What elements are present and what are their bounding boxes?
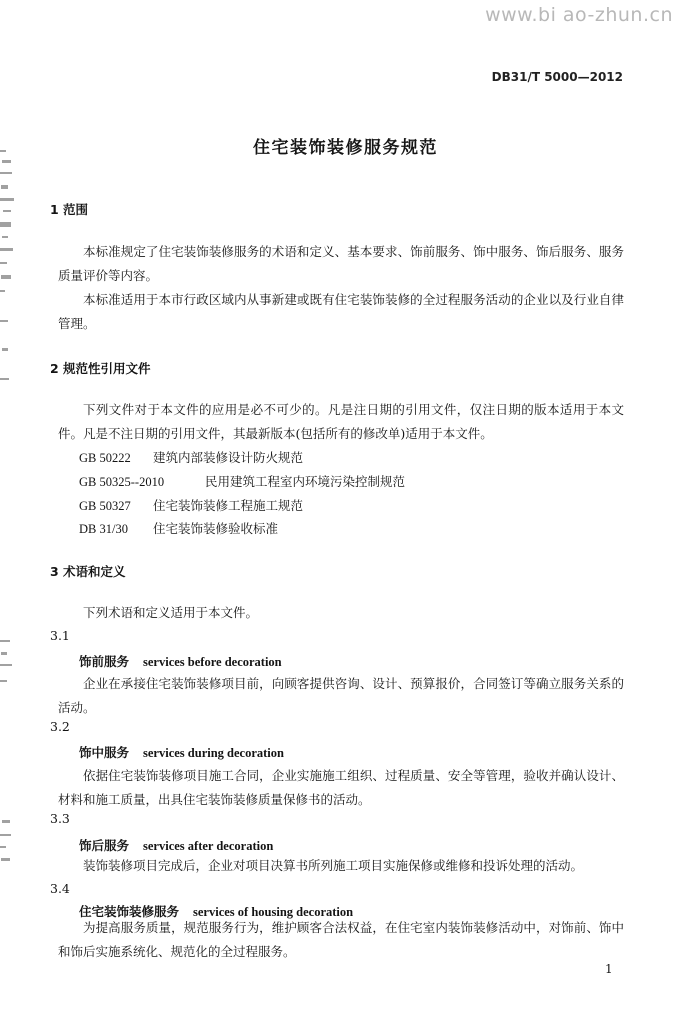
reference-code: GB 50222 bbox=[79, 451, 131, 465]
term-english: services of housing decoration bbox=[193, 905, 354, 919]
term-heading bbox=[79, 742, 284, 761]
reference-code: GB 50325--2010 bbox=[79, 475, 165, 489]
term-number: 3.3 bbox=[50, 811, 70, 826]
term-definition: 依据住宅装饰装修项目施工合同，企业实施施工组织、过程质量、安全等管理，验收并确认设计、材料和施工质量，出具住宅装饰装修质量保修书的活动。 bbox=[58, 768, 624, 807]
term-number: 3.2 bbox=[50, 719, 70, 734]
reference-code: DB 31/30 bbox=[79, 522, 128, 536]
term-heading bbox=[79, 651, 282, 670]
reference-item bbox=[79, 519, 278, 537]
reference-title: 住宅装饰装修验收标准 bbox=[152, 521, 278, 536]
paragraph: 本标准适用于本市行政区域内从事新建或既有住宅装饰装修的全过程服务活动的企业以及行业自律管理。 bbox=[58, 292, 624, 331]
section-heading-terms-definitions: 3 术语和定义 bbox=[50, 564, 126, 579]
section-heading-normative-references: 2 规范性引用文件 bbox=[50, 361, 151, 376]
term-heading bbox=[79, 835, 273, 854]
term-chinese: 饰后服务 bbox=[79, 838, 130, 853]
document-number: DB31/T 5000—2012 bbox=[491, 70, 623, 84]
section-heading-scope: 1 范围 bbox=[50, 202, 89, 217]
reference-item bbox=[79, 448, 303, 466]
term-definition: 企业在承接住宅装饰装修项目前，向顾客提供咨询、设计、预算报价，合同签订等确立服务关系的活动。 bbox=[58, 676, 624, 715]
paragraph: 本标准规定了住宅装饰装修服务的术语和定义、基本要求、饰前服务、饰中服务、饰后服务、服务质量评价等内容。 bbox=[58, 244, 624, 283]
term-english: services before decoration bbox=[143, 655, 282, 669]
paragraph: 下列术语和定义适用于本文件。 bbox=[83, 605, 259, 620]
reference-code: GB 50327 bbox=[79, 499, 131, 513]
watermark: www.bi ao-zhun.cn bbox=[485, 4, 673, 26]
paragraph: 下列文件对于本文件的应用是必不可少的。凡是注日期的引用文件，仅注日期的版本适用于本文件。凡是不注日期的引用文件，其最新版本(包括所有的修改单)适用于本文件。 bbox=[58, 402, 624, 441]
term-english: services after decoration bbox=[143, 839, 274, 853]
term-definition: 为提高服务质量，规范服务行为，维护顾客合法权益，在住宅室内装饰装修活动中，对饰前、饰中和饰后实施系统化、规范化的全过程服务。 bbox=[58, 920, 624, 959]
term-chinese: 饰前服务 bbox=[79, 654, 130, 669]
term-number: 3.1 bbox=[50, 628, 70, 643]
term-chinese: 饰中服务 bbox=[79, 745, 130, 760]
reference-title: 建筑内部装修设计防火规范 bbox=[152, 450, 303, 465]
page-title: 住宅装饰装修服务规范 bbox=[253, 138, 438, 158]
term-chinese: 住宅装饰装修服务 bbox=[79, 904, 180, 919]
reference-item bbox=[79, 496, 303, 514]
page-number: 1 bbox=[605, 962, 613, 976]
reference-title: 民用建筑工程室内环境污染控制规范 bbox=[204, 474, 405, 489]
term-number: 3.4 bbox=[50, 881, 70, 896]
reference-title: 住宅装饰装修工程施工规范 bbox=[152, 498, 303, 513]
term-definition: 装饰装修项目完成后，企业对项目决算书所列施工项目实施保修或维修和投诉处理的活动。 bbox=[83, 858, 584, 873]
reference-item bbox=[79, 472, 405, 490]
term-english: services during decoration bbox=[143, 746, 284, 760]
